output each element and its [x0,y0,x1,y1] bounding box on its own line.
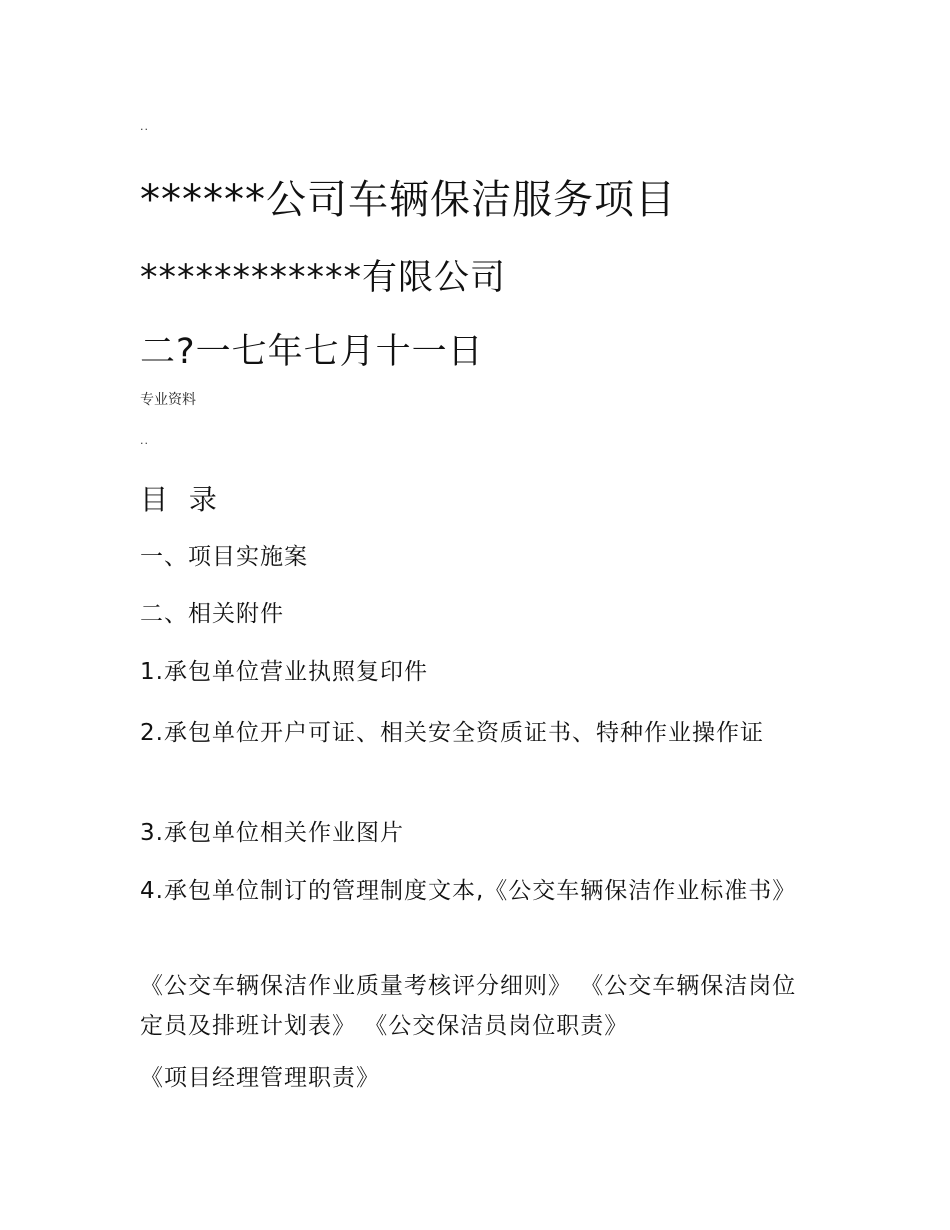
cover-title: ******公司车辆保洁服务项目 [140,177,676,223]
toc-item-6: 4.承包单位制订的管理制度文本,《公交车辆保洁作业标准书》 [140,878,797,904]
toc-item-2: 二、相关附件 [140,601,284,627]
toc-item-3: 1.承包单位营业执照复印件 [140,659,428,685]
cover-date: 二?一七年七月十一日 [140,332,484,372]
toc-top-marker: .. [140,434,149,447]
cover-top-marker: .. [140,120,149,133]
toc-item-8: 《项目经理管理职责》 [140,1065,380,1091]
cover-footer-note: 专业资料 [140,392,196,408]
toc-item-1: 一、项目实施案 [140,544,308,570]
toc-heading: 目 录 [140,483,223,516]
toc-item-5: 3.承包单位相关作业图片 [140,820,404,846]
cover-company: ************有限公司 [140,258,507,298]
toc-item-4: 2.承包单位开户可证、相关安全资质证书、特种作业操作证 [140,720,764,746]
toc-item-7: 《公交车辆保洁作业质量考核评分细则》 《公交车辆保洁岗位定员及排班计划表》 《公交保洁员岗位职责》 [140,973,797,1039]
